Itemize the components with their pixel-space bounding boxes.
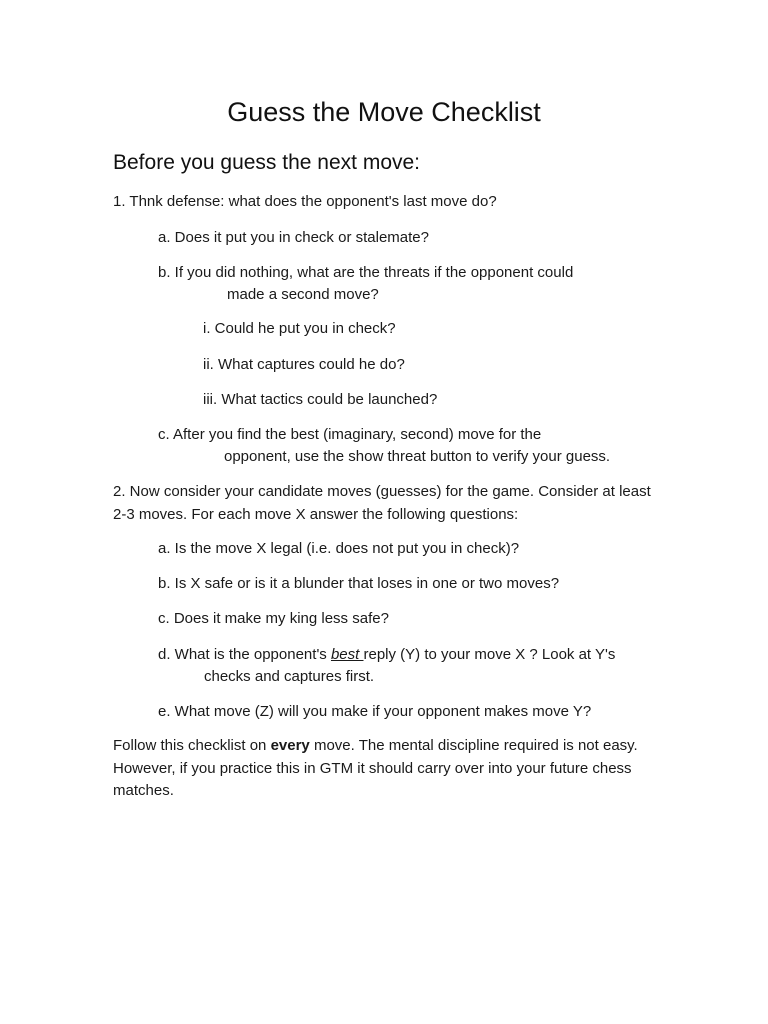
section2-item-b: b. Is X safe or is it a blunder that loses in one or two moves? — [158, 575, 560, 592]
section1-item-c-line1: c. After you find the best (imaginary, second) move for the — [158, 426, 542, 443]
document-title: Guess the Move Checklist — [227, 97, 541, 127]
section2-item-d-line2: checks and captures first. — [204, 668, 375, 685]
section1-item-a: a. Does it put you in check or stalemate? — [158, 229, 429, 246]
section1-subitem-ii: ii. What captures could he do? — [203, 356, 405, 373]
section1-item-c-line2: opponent, use the show threat button to verify your guess. — [224, 448, 611, 465]
closing-text-start: Follow this checklist on — [113, 737, 271, 754]
closing-text-end: move. The mental discipline required is not easy. However, if you practice this in GTM it should carry over into your future chess matches. — [113, 737, 638, 799]
section1-subitem-i: i. Could he put you in check? — [203, 320, 396, 337]
section2-item-d-line1 — [158, 644, 615, 666]
section1-item-b-line2: made a second move? — [227, 286, 379, 303]
closing-paragraph — [113, 735, 653, 803]
section2-intro: 2. Now consider your candidate moves (guesses) for the game. Consider at least 2-3 moves. For each move X answer the following questions: — [113, 483, 651, 523]
section2-item-c: c. Does it make my king less safe? — [158, 610, 389, 627]
section2-item-a: a. Is the move X legal (i.e. does not put you in check)? — [158, 540, 520, 557]
closing-emphasis: every — [270, 737, 310, 754]
section2-item-d-rest: reply (Y) to your move X ? Look at Y's — [363, 646, 616, 663]
section2-item-d-emphasis: best — [330, 646, 364, 663]
section1-intro: 1. Thnk defense: what does the opponent's last move do? — [113, 193, 497, 210]
section1-item-b-line1: b. If you did nothing, what are the threats if the opponent could — [158, 264, 574, 281]
section1-subitem-iii: iii. What tactics could be launched? — [203, 391, 438, 408]
section2-item-d-text: d. What is the opponent's — [158, 646, 331, 663]
section2-item-e: e. What move (Z) will you make if your opponent makes move Y? — [158, 703, 592, 720]
section-heading: Before you guess the next move: — [113, 151, 421, 174]
